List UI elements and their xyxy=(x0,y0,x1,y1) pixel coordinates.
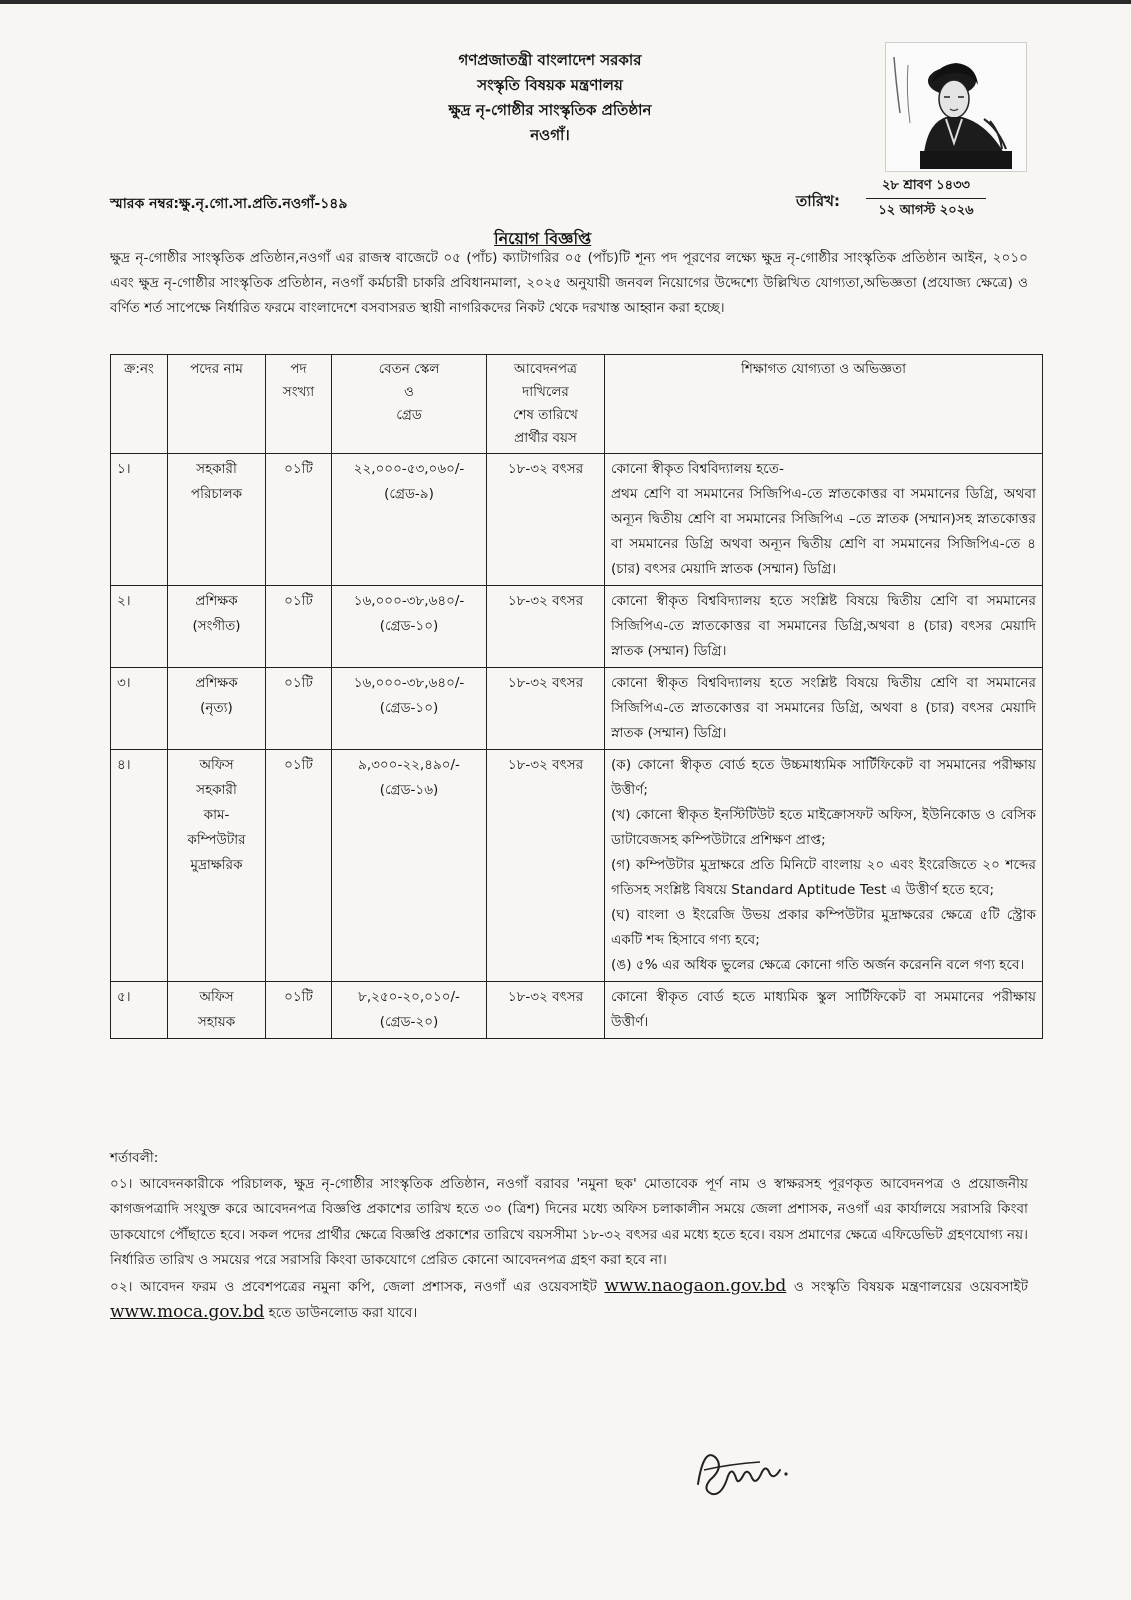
handwritten-signature-icon xyxy=(690,1440,800,1502)
qualification-line: কোনো স্বীকৃত বিশ্ববিদ্যালয় হতে- xyxy=(611,461,784,477)
date-label: তারিখ: xyxy=(796,192,840,210)
post-name-line: সহকারী xyxy=(196,461,237,477)
qualification-line: প্রথম শ্রেণি বা সমমানের সিজিপিএ-তে স্নাতকোত্তর বা সমমানের ডিগ্রি, অথবা অন্যূন দ্বিতীয় শ্রেণি বা সমমানের সিজিপিএ –তে স্নাতক (সম্মান)সহ স্নাতকোত্তর বা সমমানের ডিগ্রি অথবা অন্যূন দ্বিতীয় শ্রেণি বা সমমানের সিজিপিএ-তে ৪ (চার) বৎসর মেয়াদি স্নাতক (সম্মান) ডিগ্রি। xyxy=(611,486,1036,577)
row-qualification xyxy=(605,750,1043,982)
row-pay-scale xyxy=(332,982,487,1039)
row-qualification xyxy=(605,454,1043,586)
row-post-name xyxy=(168,454,266,586)
grade-value: (গ্রেড-৯) xyxy=(384,486,434,502)
header-serial: ক্র:নং xyxy=(111,355,168,454)
row-age-limit: ১৮-৩২ বৎসর xyxy=(487,982,605,1039)
post-name-line: মুদ্রাক্ষরিক xyxy=(190,857,243,873)
memo-number: স্মারক নম্বর:ক্ষু.নৃ.গো.সা.প্রতি.নওগাঁ-১৪৯ xyxy=(110,196,348,212)
portrait-emblem-icon xyxy=(885,42,1027,172)
qualification-line: (গ) কম্পিউটার মুদ্রাক্ষরে প্রতি মিনিটে বাংলায় ২০ এবং ইংরেজিতে ২০ শব্দের গতিসহ সংশ্লিষ্ট বিষয়ে Standard Aptitude Test এ উত্তীর্ণ হতে হবে; xyxy=(611,857,1036,898)
post-name-line: পরিচালক xyxy=(190,486,243,502)
table-row xyxy=(111,668,1043,750)
header-line-4: নওগাঁ। xyxy=(530,126,570,144)
post-name-line: (সংগীত) xyxy=(192,618,241,634)
date-block xyxy=(866,176,986,221)
row-age-limit: ১৮-৩২ বৎসর xyxy=(487,750,605,982)
pay-scale-value: ৮,২৫০-২০,০১০/- xyxy=(358,989,460,1005)
grade-value: (গ্রেড-১০) xyxy=(379,700,439,716)
post-name-line: (নৃত্য) xyxy=(200,700,233,716)
row-post-count: ০১টি xyxy=(266,982,332,1039)
grade-value: (গ্রেড-২০) xyxy=(379,1014,439,1030)
post-name-line: প্রশিক্ষক xyxy=(195,593,238,609)
row-post-count: ০১টি xyxy=(266,750,332,982)
row-post-count: ০১টি xyxy=(266,586,332,668)
row-post-name xyxy=(168,586,266,668)
row-post-count: ০১টি xyxy=(266,454,332,586)
post-name-line: সহকারী xyxy=(196,782,237,798)
pay-scale-value: ১৬,০০০-৩৮,৬৪০/- xyxy=(353,593,465,609)
header-post-name: পদের নাম xyxy=(168,355,266,454)
grade-value: (গ্রেড-১৬) xyxy=(379,782,439,798)
post-name-line: সহায়ক xyxy=(197,1014,236,1030)
date-english: ১২ আগস্ট ২০২৬ xyxy=(878,203,974,218)
table-row xyxy=(111,982,1043,1039)
header-post-count: পদ সংখ্যা xyxy=(266,355,332,454)
qualification-line: (ঙ) ৫% এর অধিক ভুলের ক্ষেত্রে কোনো গতি অর্জন করেননি বলে গণ্য হবে। xyxy=(611,957,1025,973)
government-header xyxy=(300,48,800,148)
row-pay-scale xyxy=(332,586,487,668)
header-line-2: সংস্কৃতি বিষয়ক মন্ত্রণালয় xyxy=(477,76,623,94)
row-pay-scale xyxy=(332,750,487,982)
qualification-line: কোনো স্বীকৃত বোর্ড হতে মাধ্যমিক স্কুল সার্টিফিকেট বা সমমানের পরীক্ষায় উত্তীর্ণ। xyxy=(611,989,1036,1030)
qualification-line: (ঘ) বাংলা ও ইংরেজি উভয় প্রকার কম্পিউটার মুদ্রাক্ষরের ক্ষেত্রে ৫টি স্ট্রোক একটি শব্দ হিসাবে গণ্য হবে; xyxy=(611,907,1036,948)
row-serial: ৪। xyxy=(111,750,168,982)
row-pay-scale xyxy=(332,668,487,750)
post-name-line: কম্পিউটার xyxy=(187,832,246,848)
table-row xyxy=(111,586,1043,668)
posts-table xyxy=(110,354,1043,1039)
row-age-limit: ১৮-৩২ বৎসর xyxy=(487,454,605,586)
post-name-line: অফিস xyxy=(199,989,234,1005)
moca-website-link[interactable]: www.moca.gov.bd xyxy=(110,1302,265,1322)
top-border xyxy=(0,0,1131,4)
row-age-limit: ১৮-৩২ বৎসর xyxy=(487,668,605,750)
pay-scale-value: ১৬,০০০-৩৮,৬৪০/- xyxy=(353,675,465,691)
table-row xyxy=(111,454,1043,586)
post-name-line: কাম- xyxy=(203,807,230,823)
post-name-line: অফিস xyxy=(199,757,234,773)
row-post-name xyxy=(168,750,266,982)
pay-scale-value: ২২,০০০-৫৩,০৬০/- xyxy=(353,461,465,477)
qualification-line: কোনো স্বীকৃত বিশ্ববিদ্যালয় হতে সংশ্লিষ্ট বিষয়ে দ্বিতীয় শ্রেণি বা সমমানের সিজিপিএ-তে স্নাতকোত্তর বা সমমানের ডিগ্রি, অথবা ৪ (চার) বৎসর মেয়াদি স্নাতক (সম্মান) ডিগ্রি। xyxy=(611,675,1036,741)
date-bangla: ২৮ শ্রাবণ ১৪৩৩ xyxy=(866,176,986,199)
post-name-line: প্রশিক্ষক xyxy=(195,675,238,691)
row-serial: ১। xyxy=(111,454,168,586)
row-serial: ২। xyxy=(111,586,168,668)
naogaon-website-link[interactable]: www.naogaon.gov.bd xyxy=(604,1275,787,1296)
row-serial: ৩। xyxy=(111,668,168,750)
qualification-line: কোনো স্বীকৃত বিশ্ববিদ্যালয় হতে সংশ্লিষ্ট বিষয়ে দ্বিতীয় শ্রেণি বা সমমানের সিজিপিএ-তে স্নাতকোত্তর বা সমমানের ডিগ্রি,অথবা ৪ (চার) বৎসর মেয়াদি স্নাতক (সম্মান) ডিগ্রি। xyxy=(611,593,1036,659)
header-pay-scale: বেতন স্কেল ও গ্রেড xyxy=(332,355,487,454)
condition-1: ০১। আবেদনকারীকে পরিচালক, ক্ষুদ্র নৃ-গোষ্ঠীর সাংস্কৃতিক প্রতিষ্ঠান, নওগাঁ বরাবর 'নমুনা ছক' মোতাবেক পূর্ণ নাম ও স্বাক্ষরসহ পূরণকৃত আবেদনপত্র ও প্রয়োজনীয় কাগজপত্রাদি সংযুক্ত করে আবেদনপত্র বিজ্ঞপ্তি প্রকাশের তারিখ হতে ৩০ (ত্রিশ) দিনের মধ্যে অফিস চলাকালীন সময়ে জেলা প্রশাসক, নওগাঁ এর কার্যালয়ে সরাসরি কিংবা ডাকযোগে পৌঁছাতে হবে। সকল পদের প্রার্থীর ক্ষেত্রে বিজ্ঞপ্তি প্রকাশের তারিখে বয়সসীমা ১৮-৩২ বৎসর এর মধ্যে হতে হবে। বয়স প্রমাণের ক্ষেত্রে এফিডেভিট গ্রহণযোগ্য নয়। নির্ধারিত তারিখ ও সময়ের পরে সরাসরি কিংবা ডাকযোগে প্রেরিত কোনো আবেদনপত্র গ্রহণ করা হবে না। xyxy=(110,1175,1028,1268)
conditions-section xyxy=(110,1146,1028,1327)
header-line-1: গণপ্রজাতন্ত্রী বাংলাদেশ সরকার xyxy=(458,51,642,69)
row-pay-scale xyxy=(332,454,487,586)
intro-paragraph: ক্ষুদ্র নৃ-গোষ্ঠীর সাংস্কৃতিক প্রতিষ্ঠান,নওগাঁ এর রাজস্ব বাজেটে ০৫ (পাঁচ) ক্যাটাগরির ০৫ (পাঁচ)টি শূন্য পদ পূরণের লক্ষ্যে ক্ষুদ্র নৃ-গোষ্ঠীর সাংস্কৃতিক প্রতিষ্ঠান আইন, ২০১০ এবং ক্ষুদ্র নৃ-গোষ্ঠীর সাংস্কৃতিক প্রতিষ্ঠান, নওগাঁ কর্মচারী চাকরি প্রবিধানমালা, ২০২৫ অনুযায়ী জনবল নিয়োগের উদ্দেশ্যে উল্লিখিত যোগ্যতা,অভিজ্ঞতা (প্রযোজ্য ক্ষেত্রে) ও বর্ণিত শর্ত সাপেক্ষে নির্ধারিত ফরমে বাংলাদেশে বসবাসরত স্থায়ী নাগরিকদের নিকট থেকে দরখাস্ত আহ্বান করা হচ্ছে। xyxy=(110,250,1028,316)
grade-value: (গ্রেড-১০) xyxy=(379,618,439,634)
conditions-title: শর্তাবলী: xyxy=(110,1150,159,1166)
qualification-line: (খ) কোনো স্বীকৃত ইনস্টিটিউট হতে মাইক্রোসফট অফিস, ইউনিকোড ও বেসিক ডাটাবেজসহ কম্পিউটারে প্রশিক্ষণ প্রাপ্ত; xyxy=(611,807,1036,848)
row-serial: ৫। xyxy=(111,982,168,1039)
row-age-limit: ১৮-৩২ বৎসর xyxy=(487,586,605,668)
row-post-name xyxy=(168,668,266,750)
header-age-limit: আবেদনপত্র দাখিলের শেষ তারিখে প্রার্থীর বয়স xyxy=(487,355,605,454)
table-header-row xyxy=(111,355,1043,454)
row-qualification xyxy=(605,982,1043,1039)
header-line-3: ক্ষুদ্র নৃ-গোষ্ঠীর সাংস্কৃতিক প্রতিষ্ঠান xyxy=(448,101,652,119)
row-post-count: ০১টি xyxy=(266,668,332,750)
table-row xyxy=(111,750,1043,982)
row-qualification xyxy=(605,668,1043,750)
row-post-name xyxy=(168,982,266,1039)
notice-title: নিয়োগ বিজ্ঞপ্তি xyxy=(494,229,592,248)
qualification-line: (ক) কোনো স্বীকৃত বোর্ড হতে উচ্চমাধ্যমিক সার্টিফিকেট বা সমমানের পরীক্ষায় উত্তীর্ণ; xyxy=(611,757,1036,798)
header-qualification: শিক্ষাগত যোগ্যতা ও অভিজ্ঞতা xyxy=(605,355,1043,454)
condition-2: ০২। আবেদন ফরম ও প্রবেশপত্রের নমুনা কপি, জেলা প্রশাসক, নওগাঁ এর ওয়েবসাইট www.naogaon.gov.bd ও সংস্কৃতি বিষয়ক মন্ত্রণালয়ের ওয়েবসাইট www.moca.gov.bd হতে ডাউনলোড করা যাবে। xyxy=(110,1275,1029,1322)
row-qualification xyxy=(605,586,1043,668)
pay-scale-value: ৯,৩০০-২২,৪৯০/- xyxy=(358,757,460,773)
